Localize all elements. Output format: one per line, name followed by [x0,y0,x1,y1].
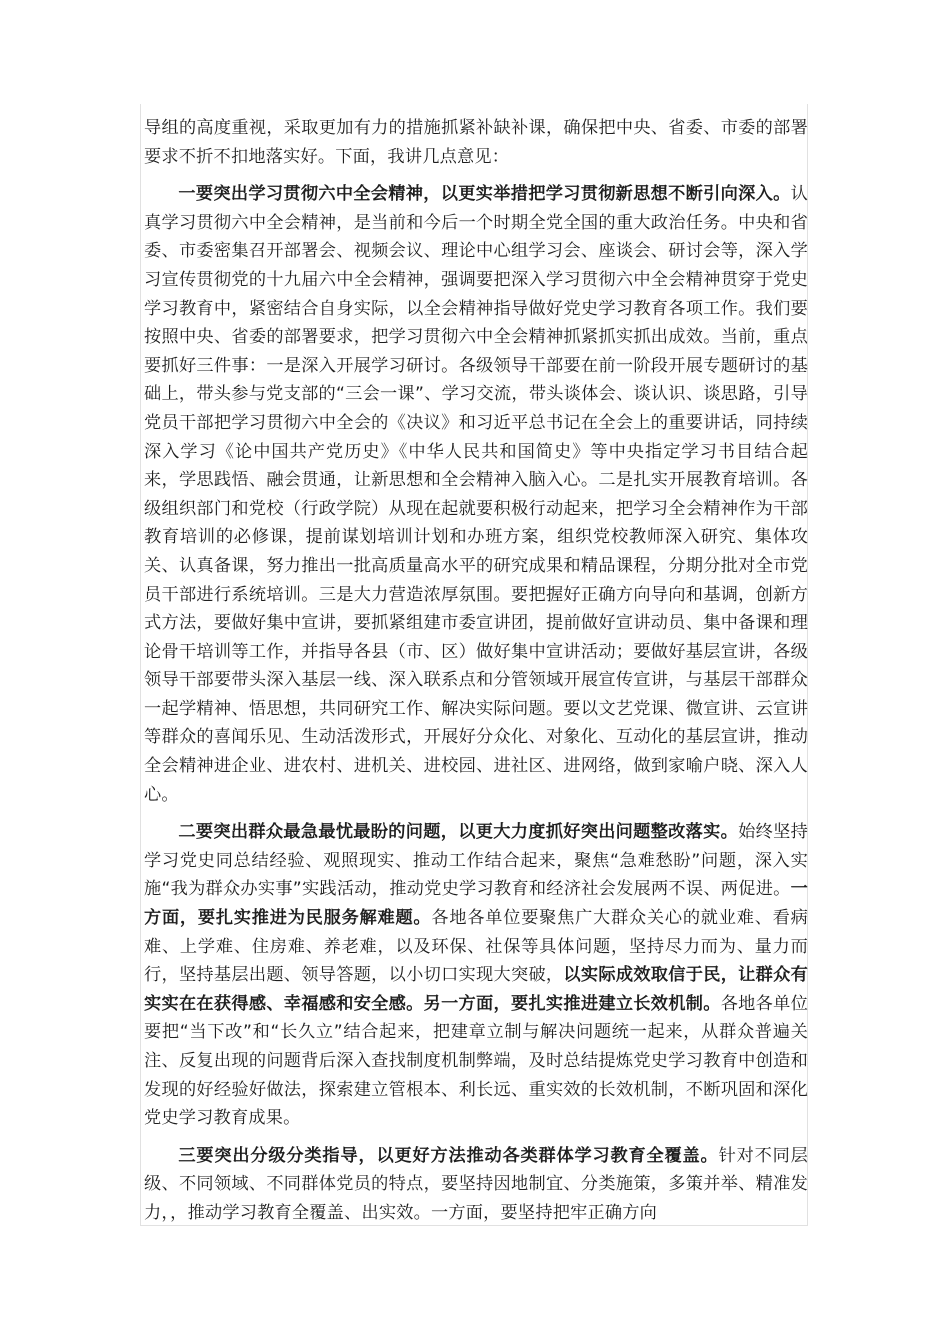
paragraph-text: 各地各单位要聚焦广大群众关心的就业难、看病难、上学难、住房难、养老难，以及环保、社保等具体问题，坚持尽力而为、量力而行，坚持基层出题、领导答题，以小切口实现大突破， [144,908,809,986]
paragraph-text: 导组的高度重视，采取更加有力的措施抓紧补缺补课，确保把中央、省委、市委的部署要求不折不扣地落实好。下面，我讲几点意见： [144,118,808,167]
paragraph-heading: 三要突出分级分类指导，以更好方法推动各类群体学习教育全覆盖。 [178,1145,719,1166]
paragraph-intro-continuation [144,114,808,171]
paragraph-text: 针对不同层级、不同领域、不同群体党员的特点，要坚持因地制宜、分类施策，多策并举、精准发力，，推动学习教育全覆盖、出实效。一方面，要坚持把牢正确方向 [144,1145,808,1223]
paragraph-text: 认真学习贯彻六中全会精神，是当前和今后一个时期全党全国的重大政治任务。中央和省委、市委密集召开部署会、视频会议、理论中心组学习会、座谈会、研讨会等，深入学习宣传贯彻党的十九届六中全会精神，强调要把深入学习贯彻六中全会精神贯穿于党史学习教育中，紧密结合自身实际，以全会精神指导做好党史学习教育各项工作。我们要按照中央、省委的部署要求，把学习贯彻六中全会精神抓紧抓实抓出成效。当前，重点要抓好三件事：一是深入开展学习研讨。各级领导干部要在前一阶段开展专题研讨的基础上，带头参与党支部的“三会一课”、学习交流，带头谈体会、谈认识、谈思路，引导党员干部把学习贯彻六中全会的《决议》和习近平总书记在全会上的重要讲话，同持续深入学习《论中国共产党历史》《中华人民共和国简史》等中央指定学习书目结合起来，学思践悟、融会贯通，让新思想和全会精神入脑入心。二是扎实开展教育培训。各级组织部门和党校（行政学院）从现在起就要积极行动起来，把学习全会精神作为干部教育培训的必修课，提前谋划培训计划和办班方案，组织党校教师深入研究、集体攻关、认真备课，努力推出一批高质量高水平的研究成果和精品课程，分期分批对全市党员干部进行系统培训。三是大力营造浓厚氛围。要把握好正确方向导向和基调，创新方式方法，要做好集中宣讲，要抓紧组建市委宣讲团，提前做好宣讲动员、集中备课和理论骨干培训等工作，并指导各县（市、区）做好集中宣讲活动；要做好基层宣讲，各级领导干部要带头深入基层一线、深入联系点和分管领域开展宣传宣讲，与基层干部群众一起学精神、悟思想，共同研究工作、解决实际问题。要以文艺党课、微宣讲、云宣讲等群众的喜闻乐见、生动活泼形式，开展好分众化、对象化、互动化的基层宣讲，推动全会精神进企业、进农村、进机关、进校园、进社区、进网络，做到家喻户晓、深入人心。 [144,184,808,805]
paragraph-subheading: 一方面，要扎实推进为民服务解难题。 [144,879,808,929]
paragraph-point-three [144,1142,808,1228]
paragraph-text: 各地各单位要把“当下改”和“长久立”结合起来，把建章立制与解决问题统一起来，从群众普遍关注、反复出现的问题背后深入查找制度机制弊端，及时总结提炼党史学习教育中创造和发现的好经验好做法，探索建立管根本、利长远、重实效的长效机制，不断巩固和深化党史学习教育成果。 [144,993,808,1129]
paragraph-heading: 一要突出学习贯彻六中全会精神，以更实举措把学习贯彻新思想不断引向深入。 [178,184,791,205]
paragraph-point-two [144,818,808,1133]
paragraph-text: 始终坚持学习党史同总结经验、观照现实、推动工作结合起来，聚焦“急难愁盼”问题，深入实施“我为群众办实事”实践活动，推动党史学习教育和经济社会发展两不误、两促进。 [144,822,808,900]
paragraph-subheading: 以实际成效取信于民，让群众有实实在在获得感、幸福感和安全感。另一方面，要扎实推进建立长效机制。 [144,965,808,1014]
paragraph-point-one [144,180,808,809]
document-body [144,114,808,1237]
paragraph-heading: 二要突出群众最急最忧最盼的问题，以更大力度抓好突出问题整改落实。 [178,822,739,843]
